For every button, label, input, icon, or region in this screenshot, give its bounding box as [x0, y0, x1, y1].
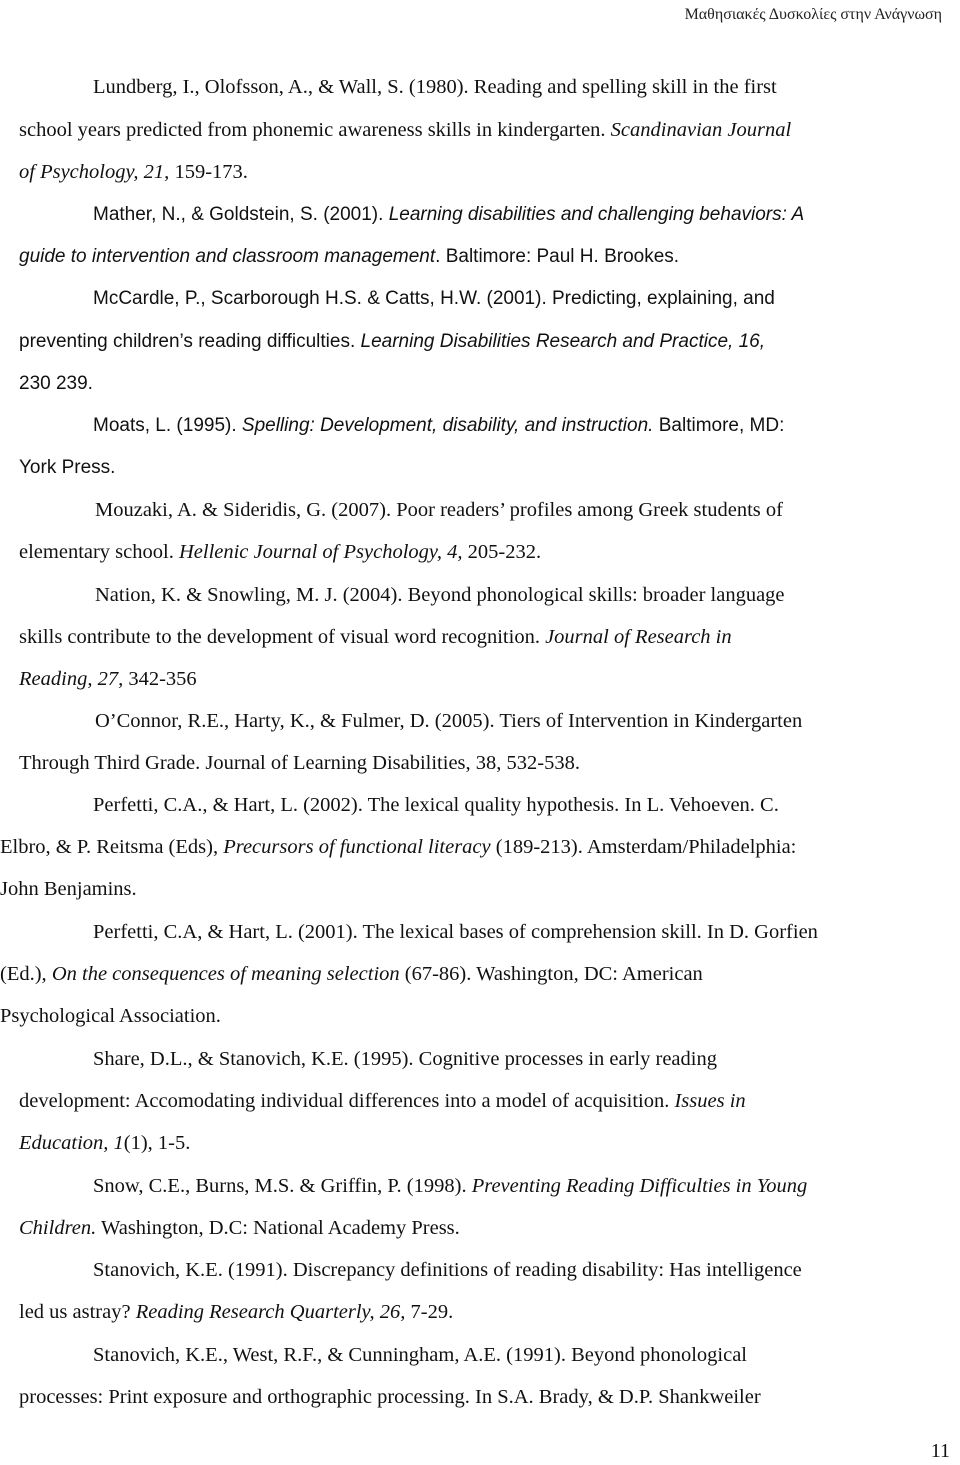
reference-line: Through Third Grade. Journal of Learning Disabilities, 38, 532-538.	[19, 752, 580, 774]
reference-line: elementary school. Hellenic Journal of Psychology, 4, 205-232.	[19, 541, 542, 563]
reference-line: led us astray? Reading Research Quarterly, 26, 7-29.	[19, 1301, 454, 1323]
reference-line: Psychological Association.	[0, 1005, 221, 1027]
reference-line: Stanovich, K.E. (1991). Discrepancy definitions of reading disability: Has intelligence	[93, 1259, 802, 1281]
reference-line: Perfetti, C.A., & Hart, L. (2002). The lexical quality hypothesis. In L. Vehoeven. C.	[93, 794, 779, 816]
page-header: Μαθησιακές Δυσκολίες στην Ανάγνωση	[684, 6, 942, 23]
reference-line: Children. Washington, D.C: National Academy Press.	[19, 1217, 460, 1239]
reference-line: (Ed.), On the consequences of meaning selection (67-86). Washington, DC: American	[0, 963, 703, 985]
reference-line: preventing children’s reading difficulties. Learning Disabilities Research and Practice, 16,	[19, 331, 765, 352]
reference-line: Moats, L. (1995). Spelling: Development, disability, and instruction. Baltimore, MD:	[93, 415, 785, 436]
reference-line: Nation, K. & Snowling, M. J. (2004). Beyond phonological skills: broader language	[95, 584, 785, 606]
reference-line: guide to intervention and classroom management. Baltimore: Paul H. Brookes.	[19, 246, 680, 267]
reference-line: Stanovich, K.E., West, R.F., & Cunningham, A.E. (1991). Beyond phonological	[93, 1344, 747, 1366]
reference-line: 230 239.	[19, 373, 93, 394]
reference-line: skills contribute to the development of visual word recognition. Journal of Research in	[19, 626, 732, 648]
reference-line: McCardle, P., Scarborough H.S. & Catts, H.W. (2001). Predicting, explaining, and	[93, 288, 775, 309]
reference-line: Reading, 27, 342-356	[19, 668, 197, 690]
reference-line: Mather, N., & Goldstein, S. (2001). Learning disabilities and challenging behaviors: A	[93, 204, 805, 225]
reference-line: Share, D.L., & Stanovich, K.E. (1995). Cognitive processes in early reading	[93, 1048, 717, 1070]
reference-line: Education, 1(1), 1-5.	[19, 1132, 191, 1154]
reference-line: John Benjamins.	[0, 878, 137, 900]
reference-line: Snow, C.E., Burns, M.S. & Griffin, P. (1998). Preventing Reading Difficulties in Young	[93, 1175, 808, 1197]
reference-line: school years predicted from phonemic awareness skills in kindergarten. Scandinavian Journal	[19, 119, 792, 141]
reference-line: Elbro, & P. Reitsma (Eds), Precursors of functional literacy (189-213). Amsterdam/Philadelphia:	[0, 836, 797, 858]
reference-line: development: Accomodating individual differences into a model of acquisition. Issues in	[19, 1090, 746, 1112]
reference-line: York Press.	[19, 457, 116, 478]
page-number: 11	[930, 1440, 950, 1462]
reference-line: Mouzaki, A. & Sideridis, G. (2007). Poor readers’ profiles among Greek students of	[95, 499, 783, 521]
reference-line: Lundberg, I., Olofsson, A., & Wall, S. (1980). Reading and spelling skill in the first	[93, 76, 777, 98]
reference-line: processes: Print exposure and orthographic processing. In S.A. Brady, & D.P. Shankweiler	[19, 1386, 761, 1408]
reference-line: Perfetti, C.A, & Hart, L. (2001). The lexical bases of comprehension skill. In D. Gorfien	[93, 921, 818, 943]
reference-line: O’Connor, R.E., Harty, K., & Fulmer, D. (2005). Tiers of Intervention in Kindergarten	[95, 710, 803, 732]
reference-line: of Psychology, 21, 159-173.	[19, 161, 248, 183]
